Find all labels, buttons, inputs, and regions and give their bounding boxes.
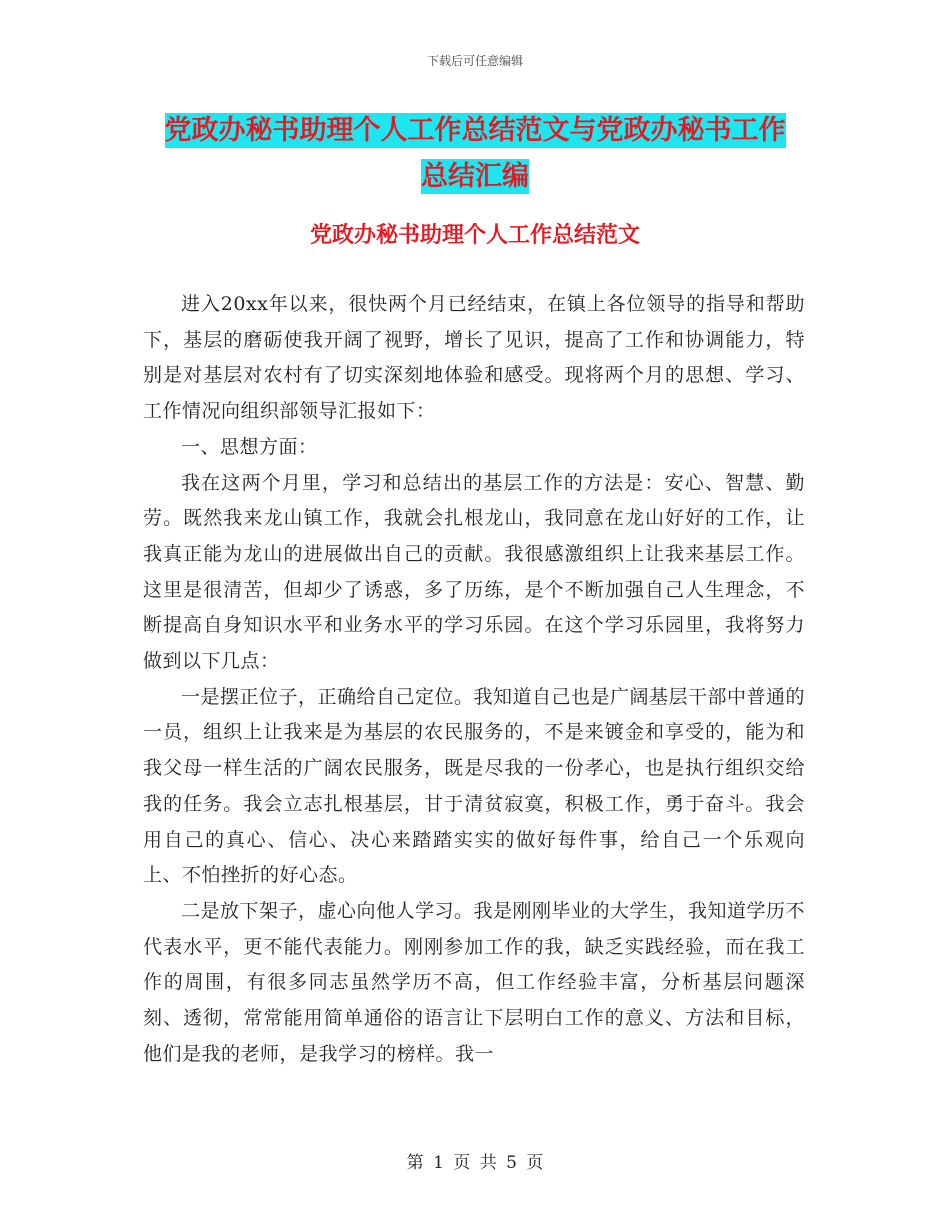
paragraph-point-two: 二是放下架子，虚心向他人学习。我是刚刚毕业的大学生，我知道学历不代表水平，更不能代表能力。刚刚参加工作的我，缺乏实践经验，而在我工作的周围，有很多同志虽然学历不高，但工作经验丰富，分析基层问题深刻、透彻，常常能用简单通俗的语言让下层明白工作的意义、方法和目标，他们是我的老师，是我学习的榜样。我一: [143, 899, 806, 1065]
body-text: [143, 287, 805, 1072]
paragraph-point-one: 一是摆正位子，正确给自己定位。我知道自己也是广阔基层干部中普通的一员，组织上让我来是为基层的农民服务的，不是来镀金和享受的，能为和我父母一样生活的广阔农民服务，既是尽我的一份孝心，也是执行组织交给我的任务。我会立志扎根基层，甘于清贫寂寞，积极工作，勇于奋斗。我会用自己的真心、信心、决心来踏踏实实的做好每件事，给自己一个乐观向上、不怕挫折的好心态。: [143, 685, 806, 887]
paragraph-intro: 进入20xx年以来，很快两个月已经结束，在镇上各位领导的指导和帮助下，基层的磨砺使我开阔了视野，增长了见识，提高了工作和协调能力，特别是对基层对农村有了切实深刻地体验和感受。现将两个月的思想、学习、工作情况向组织部领导汇报如下：: [143, 293, 805, 423]
page-number: 第 1 页 共 5 页: [406, 1153, 544, 1173]
document-title-line-2: 总结汇编: [421, 161, 529, 192]
document-title: [150, 108, 800, 200]
paragraph-heading-thoughts: 一、思想方面：: [181, 435, 318, 458]
header-note: 下载后可任意编辑: [426, 54, 523, 68]
section-title: 党政办秘书助理个人工作总结范文: [309, 222, 640, 248]
document-title-line-1: 党政办秘书助理个人工作总结范文与党政办秘书工作: [164, 115, 786, 146]
paragraph-methods: 我在这两个月里，学习和总结出的基层工作的方法是：安心、智慧、勤劳。既然我来龙山镇工作，我就会扎根龙山，我同意在龙山好好的工作，让我真正能为龙山的进展做出自己的贡献。我很感激组织上让我来基层工作。这里是很清苦，但却少了诱惑，多了历练，是个不断加强自己人生理念，不断提高自身知识水平和业务水平的学习乐园。在这个学习乐园里，我将努力做到以下几点：: [143, 471, 805, 673]
